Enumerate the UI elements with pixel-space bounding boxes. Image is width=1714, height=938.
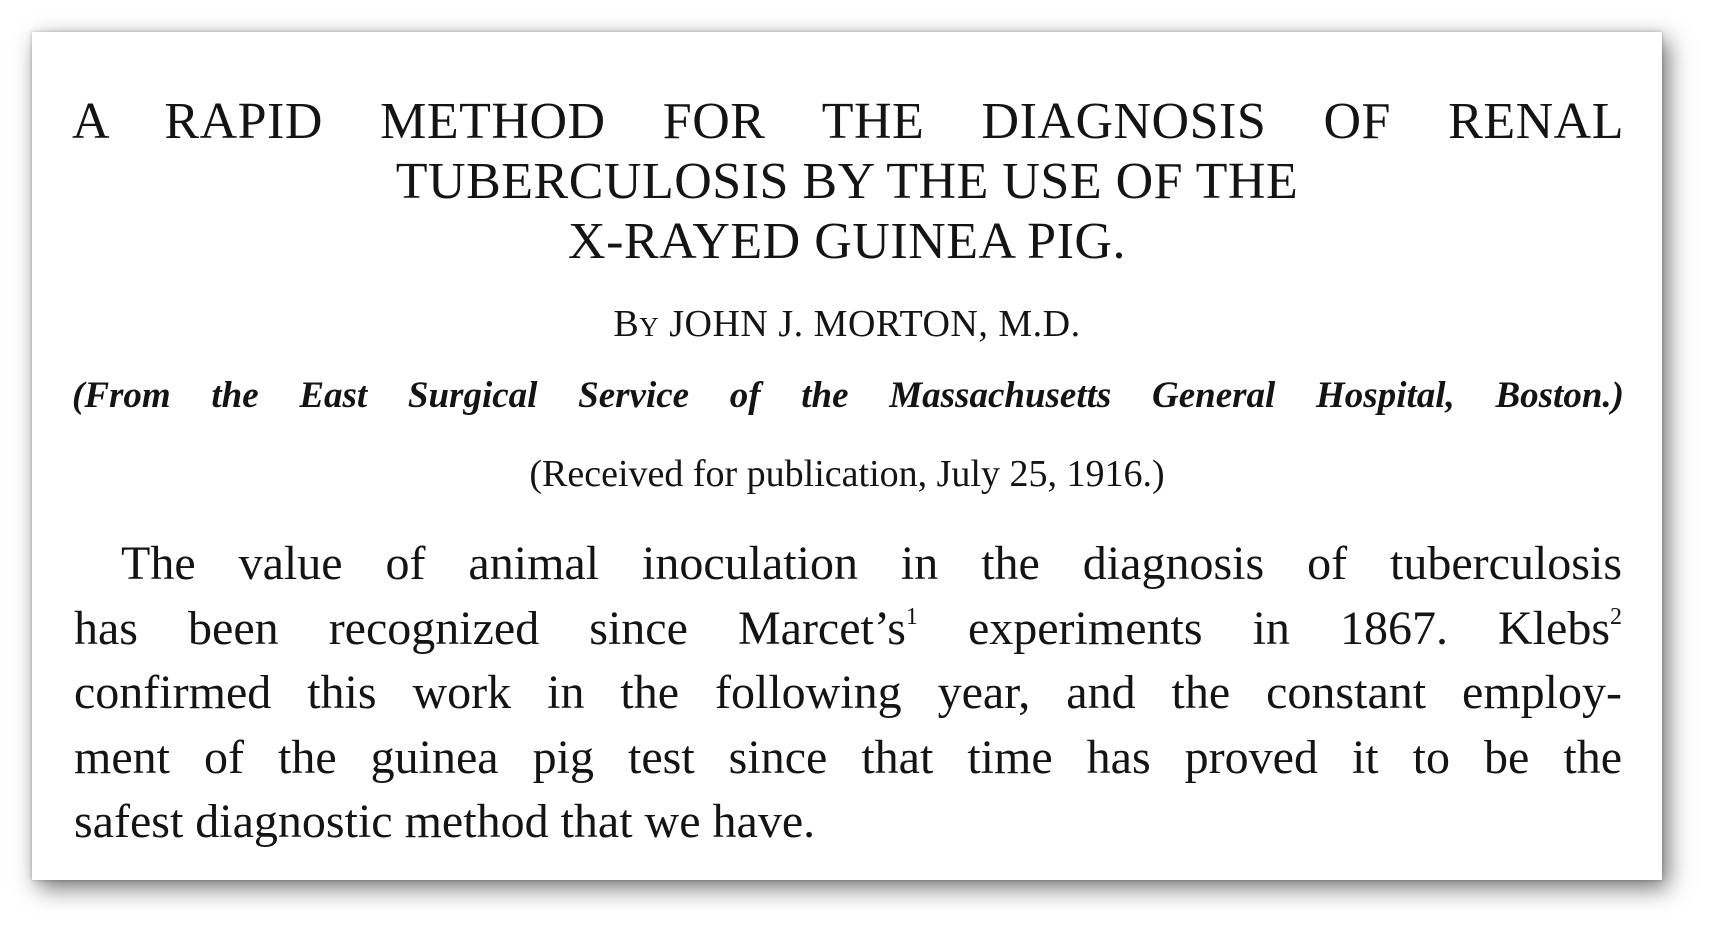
paper-page xyxy=(32,32,1662,880)
title-line-1: A RAPID METHOD FOR THE DIAGNOSIS OF RENAL xyxy=(72,93,1624,150)
title-line-3: X-RAYED GUINEA PIG. xyxy=(568,213,1126,270)
author-byline xyxy=(32,302,1662,346)
body-line-1: The value of animal inoculation in the diagnosis of tuberculosis xyxy=(121,537,1622,590)
body-paragraph xyxy=(74,532,1622,855)
received-date: (Received for publication, July 25, 1916.) xyxy=(529,453,1165,495)
author-affiliation: (From the East Surgical Service of the Massachusetts General Hospital, Boston.) xyxy=(72,375,1624,416)
body-line-2-text-b: experiments in 1867. Klebs xyxy=(917,601,1610,655)
body-line-2-text-a: has been recognized since Marcet’s xyxy=(74,601,906,655)
body-line-4: ment of the guinea pig test since that time has proved it to be the xyxy=(74,730,1622,784)
title-line-2: TUBERCULOSIS BY THE USE OF THE xyxy=(395,153,1299,210)
reference-marker-2: 2 xyxy=(1610,603,1622,630)
body-line-5: safest diagnostic method that we have. xyxy=(74,795,816,848)
reference-marker-1: 1 xyxy=(905,603,918,630)
body-line-3: confirmed this work in the following year, and the constant employ- xyxy=(74,666,1622,719)
body-line-2 xyxy=(74,597,1622,662)
article-title xyxy=(32,90,1662,274)
byline-by: By xyxy=(613,303,660,345)
author-name: JOHN J. MORTON, M.D. xyxy=(669,303,1081,345)
